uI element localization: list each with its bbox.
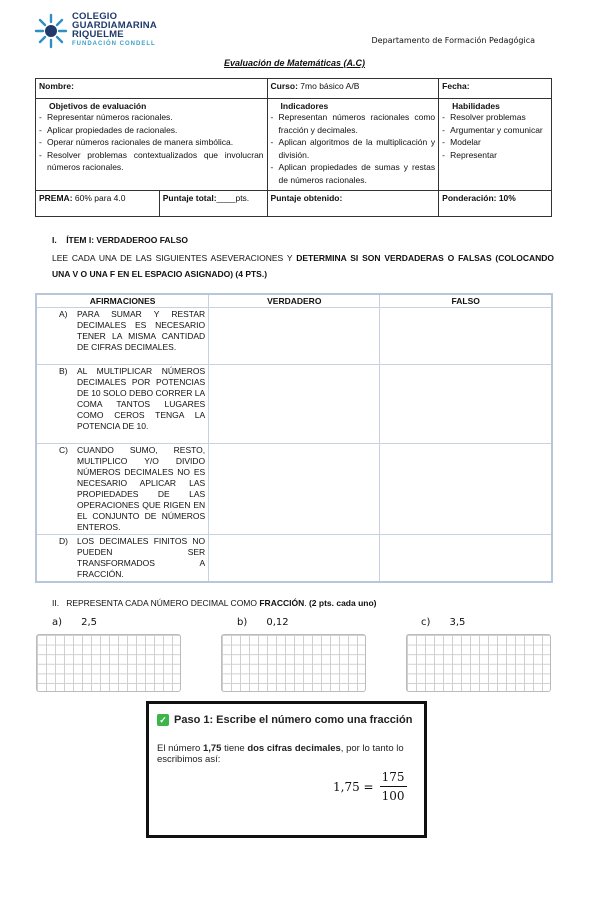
date-label: Fecha: <box>442 81 470 91</box>
section-1-heading: ÍTEM I: VERDADEROO FALSO <box>66 235 189 245</box>
list-item: - Argumentar y comunicar <box>442 124 548 137</box>
item-b-label <box>237 617 289 628</box>
item-c-label <box>421 617 465 628</box>
department-label: Departamento de Formación Pedagógica <box>371 36 535 45</box>
section-2-number: II. <box>52 598 60 608</box>
statement-text: LOS DECIMALES FINITOS NO PUEDEN SER TRANSFORMADOS A FRACCIÓN. <box>77 535 206 579</box>
info-table <box>35 78 552 217</box>
statement-cell <box>36 443 209 534</box>
list-item: - Representar números racionales. <box>39 111 264 124</box>
example-equation <box>333 770 407 803</box>
check-icon: ✓ <box>157 714 169 726</box>
example-box <box>146 701 427 838</box>
section-2-heading-sep: . <box>304 598 309 608</box>
list-item: - Representar <box>442 149 548 162</box>
date-cell[interactable] <box>439 79 552 99</box>
statement-text: CUANDO SUMO, RESTO, MULTIPLICO Y/O DIVIDO NÚMEROS DECIMALES NO ES NECESARIO APLICAR LAS PROPIEDADES DE LAS OPERACIONES QUE RIGEN EN EL CONJUNTO DE NÚMEROS ENTEROS. <box>77 444 206 532</box>
weight-cell <box>439 191 552 217</box>
list-item: - Resolver problemas contextualizados que involucran números racionales. <box>39 149 264 174</box>
table-row <box>36 364 552 443</box>
item-letter: b) <box>237 617 248 628</box>
name-label: Nombre: <box>39 81 74 91</box>
answer-false-cell[interactable] <box>380 534 552 582</box>
page-title: Evaluación de Matemáticas (A.C) <box>223 58 366 68</box>
answer-false-cell[interactable] <box>380 364 552 443</box>
total-score-cell[interactable] <box>159 191 267 217</box>
example-bold-phrase: dos cifras decimales <box>247 743 341 754</box>
total-score-blank[interactable]: ____ <box>216 193 236 203</box>
answer-true-cell[interactable] <box>209 307 380 364</box>
fraction-numerator: 175 <box>380 770 407 787</box>
course-cell <box>267 79 439 99</box>
section-2-points: (2 pts. cada uno) <box>308 598 377 608</box>
fraction <box>380 770 407 803</box>
column-header-true: VERDADERO <box>209 294 380 307</box>
answer-false-cell[interactable] <box>380 443 552 534</box>
total-score-unit: pts. <box>235 193 250 203</box>
sun-emblem-icon <box>34 13 68 49</box>
logo-line-3: RIQUELME <box>72 29 124 40</box>
item-letter: c) <box>421 617 431 628</box>
answer-grid-b[interactable] <box>221 634 366 692</box>
name-cell[interactable] <box>36 79 268 99</box>
logo-line-1: COLEGIO <box>72 11 118 22</box>
section-2-heading-bold: FRACCIÓN <box>259 598 305 608</box>
objectives-title: Objetivos de evaluación <box>49 101 147 111</box>
skills-list <box>442 111 548 161</box>
example-heading <box>157 714 412 726</box>
table-row <box>36 307 552 364</box>
list-item: - Representan números racionales como fracción y decimales. <box>271 111 436 136</box>
statement-cell <box>36 534 209 582</box>
list-item: - Modelar <box>442 136 548 149</box>
school-logo <box>34 12 157 49</box>
prema-label: PREMA: <box>39 193 73 203</box>
weight-label: Ponderación: 10% <box>442 193 516 203</box>
course-value: 7mo básico A/B <box>300 81 360 91</box>
item-value: 3,5 <box>449 617 466 628</box>
item-value: 2,5 <box>81 617 98 628</box>
statement-cell <box>36 307 209 364</box>
statement-letter: C) <box>59 444 68 455</box>
example-text-1: El número <box>157 743 203 754</box>
instruction-bold: DETERMINA SI SON VERDADERAS O FALSAS (COLOCANDO UNA V O UNA F EN EL ESPACIO ASIGNADO) (4 PTS.) <box>52 253 554 279</box>
objectives-cell <box>36 99 268 191</box>
prema-cell <box>36 191 160 217</box>
instruction-normal: LEE CADA UNA DE LAS SIGUIENTES ASEVERACIONES Y <box>52 253 297 263</box>
item-a-label <box>52 617 97 628</box>
list-item: - Aplican propiedades de sumas y restas de números racionales. <box>271 161 436 186</box>
example-text-3: , por lo tanto lo escribimos así: <box>157 743 404 765</box>
section-1-number: I. <box>52 235 57 245</box>
answer-true-cell[interactable] <box>209 443 380 534</box>
indicators-cell <box>267 99 439 191</box>
obtained-score-cell[interactable] <box>267 191 439 217</box>
section-2-heading: REPRESENTA CADA NÚMERO DECIMAL COMO <box>66 598 260 608</box>
skills-cell <box>439 99 552 191</box>
item-letter: a) <box>52 617 63 628</box>
logo-line-2: GUARDIAMARINA <box>72 20 157 31</box>
logo-line-4: FUNDACIÓN CONDELL <box>72 41 156 47</box>
obtained-score-label: Puntaje obtenido: <box>270 193 343 203</box>
table-row <box>36 534 552 582</box>
objectives-list <box>39 111 264 174</box>
equation-lhs: 1,75 = <box>333 779 374 794</box>
indicators-title: Indicadores <box>280 101 329 111</box>
true-false-table <box>35 293 553 583</box>
section-1-instruction <box>52 250 554 282</box>
table-row <box>36 443 552 534</box>
statement-letter: D) <box>59 535 68 546</box>
statement-letter: A) <box>59 308 68 319</box>
answer-grid-a[interactable] <box>36 634 181 692</box>
statement-text: AL MULTIPLICAR NÚMEROS DECIMALES POR POTENCIAS DE 10 SOLO DEBO CORRER LA COMA TANTOS LUGARES COMO CEROS TENGA LA POTENCIA DE 10. <box>77 365 206 431</box>
total-score-label: Puntaje total: <box>162 193 217 203</box>
statement-cell <box>36 364 209 443</box>
column-header-statements: AFIRMACIONES <box>36 294 209 307</box>
list-item: - Aplican algoritmos de la multiplicación y división. <box>271 136 436 161</box>
example-text-2: tiene <box>221 743 248 754</box>
prema-value: 60% para 4.0 <box>74 193 126 203</box>
section-1-title <box>52 235 188 245</box>
list-item: - Resolver problemas <box>442 111 548 124</box>
answer-false-cell[interactable] <box>380 307 552 364</box>
course-label: Curso: <box>270 81 298 91</box>
statement-letter: B) <box>59 365 68 376</box>
section-2-title <box>52 598 377 608</box>
example-number: 1,75 <box>202 743 222 754</box>
list-item: - Aplicar propiedades de racionales. <box>39 124 264 137</box>
answer-true-cell[interactable] <box>209 364 380 443</box>
item-value: 0,12 <box>266 617 289 628</box>
example-heading-text: Paso 1: Escribe el número como una fracción <box>174 714 413 726</box>
indicators-list <box>271 111 436 187</box>
statement-text: PARA SUMAR Y RESTAR DECIMALES ES NECESARIO TENER LA MISMA CANTIDAD DE CIFRAS DECIMALES. <box>77 308 206 352</box>
skills-title: Habilidades <box>452 101 500 111</box>
answer-grid-c[interactable] <box>406 634 551 692</box>
list-item: - Operar números racionales de manera simbólica. <box>39 136 264 149</box>
example-text <box>157 743 424 765</box>
column-header-false: FALSO <box>380 294 552 307</box>
answer-true-cell[interactable] <box>209 534 380 582</box>
fraction-denominator: 100 <box>381 789 405 803</box>
